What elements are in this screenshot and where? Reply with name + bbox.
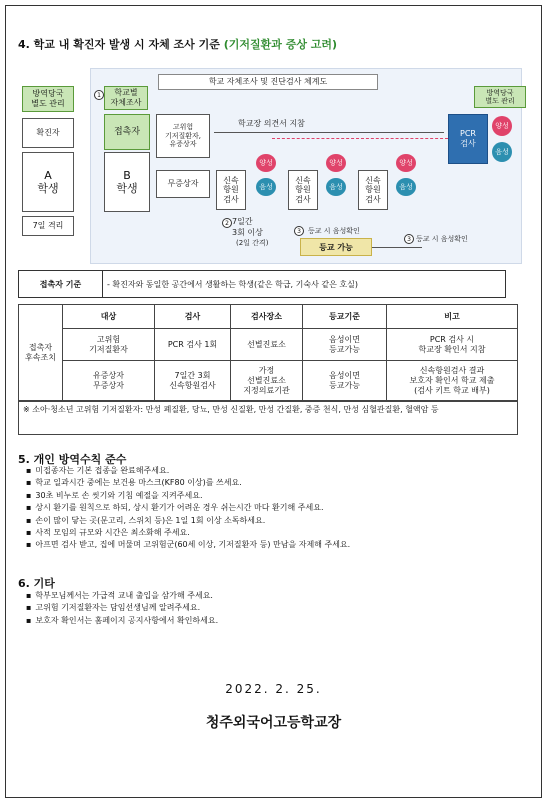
- list-item: ▪ 고위험 기저질환자는 담임선생님께 알려주세요.: [26, 602, 526, 614]
- table-row: [19, 329, 518, 361]
- header-cell: 대상: [63, 305, 155, 329]
- criteria-key: 접촉자 기준: [19, 271, 103, 297]
- header-cell: 등교기준: [303, 305, 387, 329]
- list-item: ▪ 학교 일과시간 중에는 보건용 마스크(KF80 이상)를 쓰세요.: [26, 477, 526, 489]
- rat2-negative-badge: 음성: [326, 178, 346, 196]
- header-cell: 비고: [387, 305, 518, 329]
- principal-note: 학교장 의견서 지참: [238, 119, 305, 128]
- table-cell: PCR 검사 시 학교장 확인서 지참: [387, 329, 518, 361]
- list-item: ▪ 상시 환기를 원칙으로 하되, 상시 환기가 어려운 경우 쉬는시간 마다 환기해 주세요.: [26, 502, 526, 514]
- step3b-number-icon: 3: [404, 234, 414, 244]
- pcr-box: PCR 검사: [448, 114, 488, 164]
- table-cell: PCR 검사 1회: [155, 329, 231, 361]
- pcr-arrow-line: [214, 132, 444, 133]
- list-item: ▪ 손이 많이 닿는 곳(문고리, 스위치 등)은 1일 1회 이상 소독하세요.: [26, 515, 526, 527]
- contact-box: 접촉자: [104, 114, 150, 150]
- list-item: ▪ 30초 비누로 손 씻기와 기침 예절을 지켜주세요.: [26, 490, 526, 502]
- list-item: ▪ 사적 모임의 규모와 시간은 최소화해 주세요.: [26, 527, 526, 539]
- testing-diagram: [18, 66, 528, 266]
- table-cell: 신속항원검사 결과 보호자 확인서 학교 제출 (검사 키트 학교 배부): [387, 361, 518, 401]
- pcr-negative-badge: 음성: [492, 142, 512, 162]
- step1-label: 학교별 자체조사: [110, 88, 142, 107]
- step2-number-icon: 2: [222, 218, 232, 228]
- student-b-box: B 학생: [104, 152, 150, 212]
- rat1-negative-badge: 음성: [256, 178, 276, 196]
- followup-table: [18, 304, 518, 401]
- rat-box-3: 신속 항원 검사: [358, 170, 388, 210]
- table-cell: 음성이면 등교가능: [303, 329, 387, 361]
- table-row: [19, 361, 518, 401]
- rat3-negative-badge: 음성: [396, 178, 416, 196]
- contact-criteria: [18, 270, 506, 298]
- step3-number-icon: 3: [294, 226, 304, 236]
- table-cell: 유증상자 무증상자: [63, 361, 155, 401]
- table-cell: 선별진료소: [231, 329, 303, 361]
- pcr-positive-badge: 양성: [492, 116, 512, 136]
- section4-title-text: 4. 학교 내 확진자 발생 시 자체 조사 기준: [18, 38, 224, 51]
- header-cell: 검사장소: [231, 305, 303, 329]
- high-risk-box: 고위험 기저질환자, 유증상자: [156, 114, 210, 158]
- table-cell: 음성이면 등교가능: [303, 361, 387, 401]
- table-cell: 7일간 3회 신속항원검사: [155, 361, 231, 401]
- student-a-box: A 학생: [22, 152, 74, 212]
- section6-title: 6. 기타: [18, 577, 55, 590]
- positive-dashed-line: [272, 138, 448, 139]
- section4-title: [18, 36, 337, 52]
- step1-number-icon: 1: [94, 90, 104, 100]
- table-cell: 고위험 기저질환자: [63, 329, 155, 361]
- row-header-cell: 접촉자 후속조치: [19, 305, 63, 401]
- section5-title: 5. 개인 방역수칙 준수: [18, 453, 127, 466]
- no-symptom-box: 무증상자: [156, 170, 210, 198]
- step2-label: 7일간 3회 이상: [232, 217, 263, 237]
- negative-confirm-label: 등교 시 음성확인: [308, 227, 360, 235]
- document-date: 2022. 2. 25.: [225, 682, 322, 696]
- header-cell: 검사: [155, 305, 231, 329]
- attend-arrow-line: [372, 247, 422, 248]
- rat3-positive-badge: 양성: [396, 154, 416, 172]
- high-risk-note: ※ 소아·청소년 고위험 기저질환자: 만성 폐질환, 당뇨, 만성 신질환, 만성 간질환, 중증 천식, 만성 심혈관질환, 혈액암 등: [18, 401, 518, 435]
- negative-confirm-label-2: 등교 시 음성확인: [416, 235, 468, 243]
- list-item: ▪ 아프면 검사 받고, 집에 머물며 고위험군(60세 이상, 기저질환자 등) 만남을 자제해 주세요.: [26, 539, 526, 551]
- section6-list: [26, 590, 526, 627]
- rat-box-2: 신속 항원 검사: [288, 170, 318, 210]
- table-cell: 가정 선별진료소 지정의료기관: [231, 361, 303, 401]
- left-authority-box: 방역당국 별도 관리: [22, 86, 74, 112]
- attend-badge: 등교 가능: [300, 238, 372, 256]
- rat-box-1: 신속 항원 검사: [216, 170, 246, 210]
- school-signature: 청주외국어고등학교장: [205, 715, 342, 731]
- list-item: ▪ 학부모님께서는 가급적 교내 출입을 삼가해 주세요.: [26, 590, 526, 602]
- rat2-positive-badge: 양성: [326, 154, 346, 172]
- rat1-positive-badge: 양성: [256, 154, 276, 172]
- step2-sub-label: (2일 간격): [236, 239, 269, 247]
- criteria-value: - 확진자와 동일한 공간에서 생활하는 학생(같은 학급, 기숙사 같은 호실): [107, 279, 358, 289]
- isolation-box: 7일 격리: [22, 216, 74, 236]
- right-authority-box: 방역당국 별도 관리: [474, 86, 526, 108]
- table-header-row: [19, 305, 518, 329]
- list-item: ▪ 보호자 확인서는 홈페이지 공지사항에서 확인하세요.: [26, 615, 526, 627]
- diagram-title: 학교 자체조사 및 진단검사 체계도: [158, 74, 378, 90]
- section4-title-green: (기저질환과 증상 고려): [223, 38, 338, 51]
- list-item: ▪ 미접종자는 기본 접종을 완료해주세요.: [26, 465, 526, 477]
- step1-box: [104, 86, 148, 110]
- section5-list: [26, 465, 526, 552]
- confirmed-box: 확진자: [22, 118, 74, 148]
